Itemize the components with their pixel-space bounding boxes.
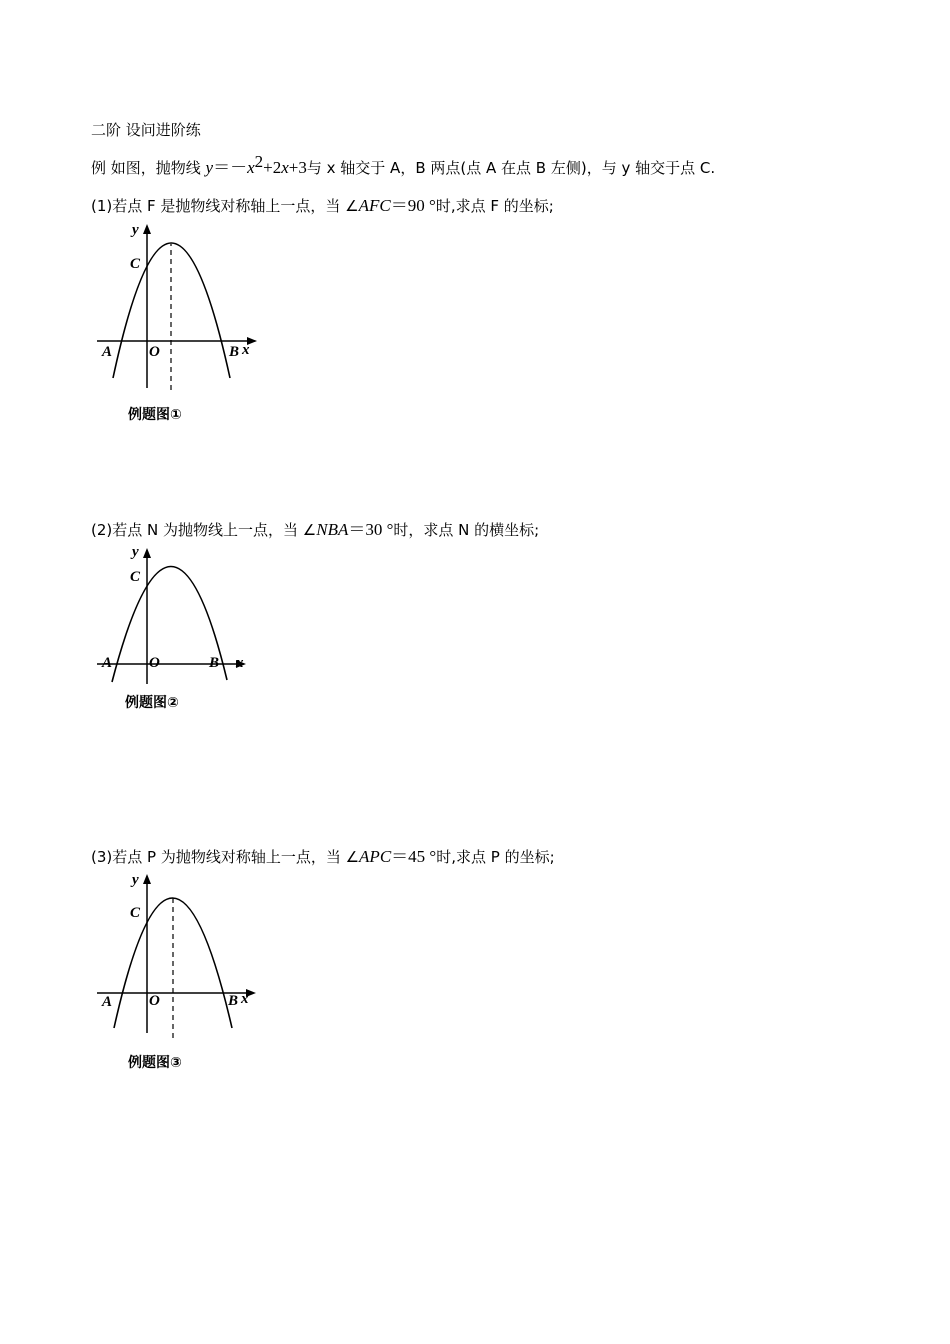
point-a-label: A <box>102 655 113 671</box>
eq-exponent: 2 <box>254 152 264 171</box>
figure-3-caption: 例题图③ <box>128 1055 182 1071</box>
point-c-label: C <box>130 905 141 921</box>
question-3-prefix: (3)若点 P 为抛物线对称轴上一点，当 ∠ <box>91 848 360 866</box>
figure-3 <box>92 868 267 1071</box>
question-1-suffix: 时,求点 F 的坐标; <box>435 197 554 215</box>
figure-2-caption: 例题图② <box>125 695 179 711</box>
x-axis-label: x <box>241 991 249 1007</box>
point-a-label: A <box>102 344 113 360</box>
y-axis-label: y <box>132 544 139 560</box>
question-2-prefix: (2)若点 N 为抛物线上一点，当 ∠ <box>91 521 317 539</box>
origin-label: O <box>149 655 160 671</box>
eq-y: y <box>205 158 214 177</box>
example-lead: 例 如图，抛物线 <box>91 159 206 177</box>
question-3 <box>91 847 555 867</box>
question-1 <box>91 196 554 216</box>
y-axis-label: y <box>132 222 139 238</box>
point-a-label: A <box>102 994 113 1010</box>
origin-label: O <box>149 344 160 360</box>
eq-tail: +3 <box>288 158 307 177</box>
figure-1-caption: 例题图① <box>128 407 182 423</box>
question-2-suffix: 时，求点 N 的横坐标; <box>393 521 540 539</box>
x-axis-label: x <box>242 342 250 358</box>
question-1-angle: AFC <box>358 196 391 215</box>
example-rest: 与 x 轴交于 A，B 两点(点 A 在点 B 左侧)，与 y 轴交于点 C. <box>306 159 716 177</box>
point-b-label: B <box>228 993 239 1009</box>
question-3-angle: APC <box>359 847 392 866</box>
figure-1 <box>92 218 267 423</box>
y-axis-label: y <box>132 872 139 888</box>
point-c-label: C <box>130 256 141 272</box>
question-2-angle: NBA <box>316 520 349 539</box>
question-1-prefix: (1)若点 F 是抛物线对称轴上一点，当 ∠ <box>91 197 359 215</box>
question-3-suffix: 时,求点 P 的坐标; <box>436 848 555 866</box>
question-2-value: ＝30 ° <box>348 520 394 539</box>
eq-plus: +2 <box>263 158 282 177</box>
example-statement <box>91 152 716 178</box>
point-b-label: B <box>209 655 220 671</box>
question-1-value: ＝90 ° <box>390 196 436 215</box>
eq-x: x <box>247 158 255 177</box>
point-c-label: C <box>130 569 141 585</box>
eq-equals: ＝－ <box>213 158 248 177</box>
section-title: 二阶 设问进阶练 <box>91 121 201 139</box>
question-3-value: ＝45 ° <box>391 847 437 866</box>
figure-2 <box>92 542 267 711</box>
origin-label: O <box>149 993 160 1009</box>
question-2 <box>91 520 539 540</box>
eq-x2: x <box>281 158 289 177</box>
point-b-label: B <box>229 344 240 360</box>
x-axis-label: x <box>236 655 244 671</box>
